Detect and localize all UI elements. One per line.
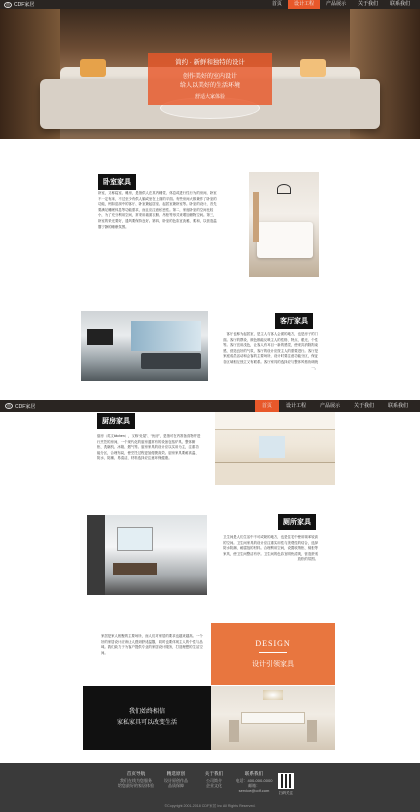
dark-wall xyxy=(87,515,105,595)
footer-col-heading[interactable]: 联系我们 xyxy=(244,771,264,776)
design-divider xyxy=(259,652,287,653)
design-text: 家居是家人相聚的主要场所，而人们对家居的要求也越来越高。一个好的家居设计应该让人感到舒适温馨，同时也要体现主人的个性与品味。我们致力于为客户提供专业的家居设计服务，打造理想的生活空间。 xyxy=(101,634,203,655)
nav-menu-2 xyxy=(255,400,415,412)
bathroom-photo xyxy=(87,515,207,595)
footer xyxy=(0,763,420,812)
bedroom-text: 卧室，又称寝室、睡房，是指供人在其内睡觉、休息或进行性行为的房间，卧室不一定有床，不过至少有供人躺或坐在上面的平面。有些房间大都兼作了卧室的功能，例如窑洞中的客厅、卧室兼起居室、起居室兼卧室等。卧室的设计，首先要满足睡眠休息等功能需求，而且应注意私密性。第二，家庭卧室的空间比较小，为了充分利用空间，常采用墙面衣橱、吊柜等形式来增加储物空间。第三，卧室的采光要好，通风要保持良好。第四，卧室的色彩宜淡雅、柔和，以营造温馨宁静的睡眠氛围。 xyxy=(98,191,217,229)
kitchen-window xyxy=(259,436,285,458)
footer-col-2 xyxy=(158,771,194,788)
nav2-item-products[interactable]: 产品展示 xyxy=(319,403,340,409)
hero-line-1: 简约 · 新鲜和独特的设计 xyxy=(175,59,245,66)
nav-item-home[interactable]: 首页 xyxy=(271,1,282,7)
bathroom-title: 厕所家具 xyxy=(278,514,316,530)
footer-link[interactable]: 邮箱：service@cdf.com xyxy=(238,783,270,793)
chandelier xyxy=(263,690,283,700)
tv-shape xyxy=(87,329,113,345)
footer-link[interactable]: 电话：400-000-0000 xyxy=(235,778,273,783)
hero-line-3: 给人以美好的生活环境 xyxy=(179,83,240,89)
chair-shape xyxy=(307,720,317,742)
nav-item-about[interactable]: 关于我们 xyxy=(357,1,378,7)
hero-line-2: 创作美好的室内设计 xyxy=(182,74,237,80)
footer-col-1 xyxy=(118,771,154,788)
footer-col-4 xyxy=(234,771,274,793)
bedroom-title: 卧室家具 xyxy=(98,174,136,190)
qr-code-icon xyxy=(278,773,294,789)
window-shape xyxy=(131,321,201,351)
mirror-shape xyxy=(117,527,153,551)
kitchen-photo xyxy=(215,412,335,485)
bathroom-text: 卫生间是人们生活中不可或缺的地方，也是住宅中使用频率较高的空间。卫生间家具的设计应注重实用性与美观性的结合，选择防水防潮、耐腐蚀的材料。合理利用空间，设置收纳柜、镜柜等家具，使卫生间整洁有序。卫生间的色彩宜明快清爽，营造舒适放松的氛围。 xyxy=(223,535,318,562)
top-navbar xyxy=(0,0,420,9)
nav-item-design[interactable]: 设计工程 xyxy=(288,0,320,9)
vanity-shape xyxy=(113,563,157,575)
kitchen-text: 厨房（英文kitchen），又称“灶屋”、“伙房”，是指可在内准备食物并进行烹饪的房间，一个现代化的厨房通常有的设备包括炉具、整体橱柜、洗碗机、冰箱、燃气等。厨房家具的设计应以实用为主，注重功能分区，合理布局，使烹饪过程更加便捷高效。厨房家具要耐高温、防水、防潮、易清洁，材料选择应注意环保健康。 xyxy=(97,434,201,461)
logo-icon: ◎ xyxy=(5,403,13,409)
change-line-2: 家私家具可以改变生活 xyxy=(116,720,177,726)
kitchen-title: 厨房家具 xyxy=(97,413,135,429)
brand-name: CDF家居 xyxy=(15,403,36,410)
brand-logo-2[interactable] xyxy=(5,403,35,410)
hero-line-4: 舒适大家体验 xyxy=(194,94,225,100)
design-cn: 设计引领家具 xyxy=(252,661,294,668)
change-line-1: 我们始终相信 xyxy=(128,709,165,715)
change-box xyxy=(83,686,211,750)
logo-icon: ◎ xyxy=(4,2,12,8)
nav2-item-about[interactable]: 关于我们 xyxy=(353,403,374,409)
nav-item-contact[interactable]: 联系我们 xyxy=(389,1,410,7)
design-en: DESIGN xyxy=(255,639,291,648)
footer-link[interactable]: 品质保障 xyxy=(168,783,184,788)
bedroom-photo xyxy=(249,172,319,277)
nav2-item-contact[interactable]: 联系我们 xyxy=(387,403,408,409)
sofa-shape xyxy=(141,353,201,369)
hero-pillow xyxy=(300,59,326,77)
wall-decor xyxy=(277,184,291,194)
footer-link[interactable]: 我们在线为您服务 xyxy=(120,778,152,783)
footer-col-3 xyxy=(196,771,232,788)
footer-col-heading[interactable]: 精选原创 xyxy=(166,771,186,776)
side-mirror xyxy=(253,192,259,242)
living-photo xyxy=(81,311,208,381)
living-title: 客厅家具 xyxy=(275,313,313,329)
chair-shape xyxy=(229,720,239,742)
nav2-item-design[interactable]: 设计工程 xyxy=(285,403,306,409)
hero-banner xyxy=(0,9,420,139)
brand-name: CDF家居 xyxy=(14,2,35,8)
living-text: 客厅也称为起居室，是主人与客人会面的地方，也是房子的门面。客厅的摆设、颜色都能反映主人的性格、特点、眼光、个性等。客厅宜用浅色，让客人有耳目一新的感觉，使来宾消除拘束感，营造良好的气氛，客厅的设计应按主人的需要进行。客厅是家庭成员活动和会客的主要场所，设计时要注意功能分区，保证各区域相互独立又有联系。客厅家具的选择应与整体风格协调统一。 xyxy=(223,332,318,370)
nav2-item-home[interactable]: 首页 xyxy=(255,400,279,412)
footer-link[interactable]: 设计原创作品 xyxy=(164,778,188,783)
footer-link[interactable]: 企业文化 xyxy=(206,783,222,788)
copyright: ©Copyright 2001-2018 CDF家居 Inc All Rights Reserved. xyxy=(164,804,256,808)
dining-photo xyxy=(211,686,335,750)
hero-pillow xyxy=(80,59,106,77)
design-box xyxy=(211,623,335,685)
footer-link[interactable]: 公司简介 xyxy=(206,778,222,783)
footer-link[interactable]: 给您最好的家居体验 xyxy=(118,783,154,788)
lower-cabinets xyxy=(215,462,335,485)
brand-logo[interactable] xyxy=(4,1,34,8)
nav-menu xyxy=(266,0,416,9)
dining-table xyxy=(241,712,305,724)
upper-cabinets xyxy=(215,412,335,430)
sticky-navbar xyxy=(0,400,420,412)
bed-shape xyxy=(257,222,313,258)
nav-item-products[interactable]: 产品展示 xyxy=(325,1,346,7)
footer-col-heading[interactable]: 首页导航 xyxy=(126,771,146,776)
footer-col-heading[interactable]: 关于我们 xyxy=(204,771,224,776)
qr-label: 扫码关注 xyxy=(278,791,294,795)
